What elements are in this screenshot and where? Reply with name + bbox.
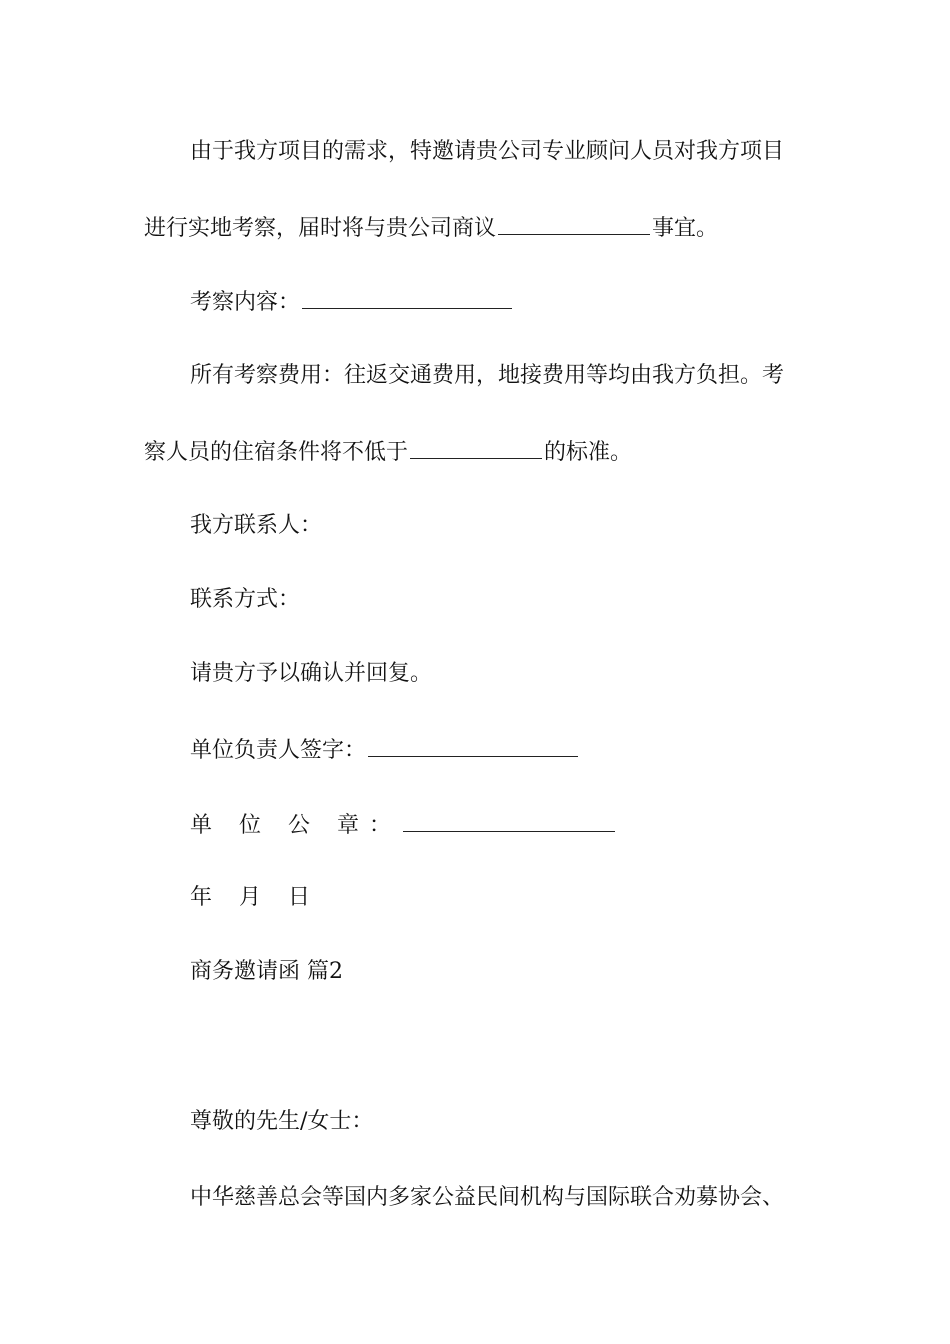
inspection-content-underline bbox=[302, 286, 512, 309]
accommodation-standard-underline bbox=[410, 436, 542, 459]
paragraph-1-line-2 bbox=[144, 212, 718, 244]
seal-label: 单 位 公 章： bbox=[190, 813, 401, 838]
signature-line bbox=[190, 734, 580, 766]
confirm-line: 请贵方予以确认并回复。 bbox=[190, 661, 433, 686]
paragraph-1-line-2-end: 事宜。 bbox=[652, 216, 719, 241]
paragraph-3-line-1: 中华慈善总会等国内多家公益民间机构与国际联合劝募协会、 bbox=[190, 1185, 785, 1210]
paragraph-1-line-2-text: 进行实地考察，届时将与贵公司商议 bbox=[144, 216, 497, 241]
contact-method-line: 联系方式： bbox=[190, 587, 301, 612]
inspection-content-label: 考察内容： bbox=[190, 290, 301, 315]
paragraph-2-line-2-text: 察人员的住宿条件将不低于 bbox=[144, 440, 409, 465]
inspection-content-line bbox=[190, 286, 514, 318]
paragraph-2-line-2 bbox=[144, 436, 632, 468]
section-title: 商务邀请函 篇2 bbox=[190, 959, 343, 984]
seal-underline bbox=[403, 809, 615, 832]
date-line: 年 月 日 bbox=[190, 885, 320, 910]
paragraph-2-line-2-end: 的标准。 bbox=[544, 440, 633, 465]
blank-matter-underline bbox=[498, 212, 650, 235]
paragraph-2-line-1: 所有考察费用：往返交通费用，地接费用等均由我方负担。考 bbox=[190, 363, 785, 388]
contact-person-line: 我方联系人： bbox=[190, 513, 323, 538]
signature-label: 单位负责人签字： bbox=[190, 738, 367, 763]
salutation-line: 尊敬的先生/女士： bbox=[190, 1109, 374, 1134]
seal-line bbox=[190, 809, 617, 841]
signature-underline bbox=[368, 734, 578, 757]
paragraph-1-line-1: 由于我方项目的需求，特邀请贵公司专业顾问人员对我方项目 bbox=[190, 139, 785, 164]
